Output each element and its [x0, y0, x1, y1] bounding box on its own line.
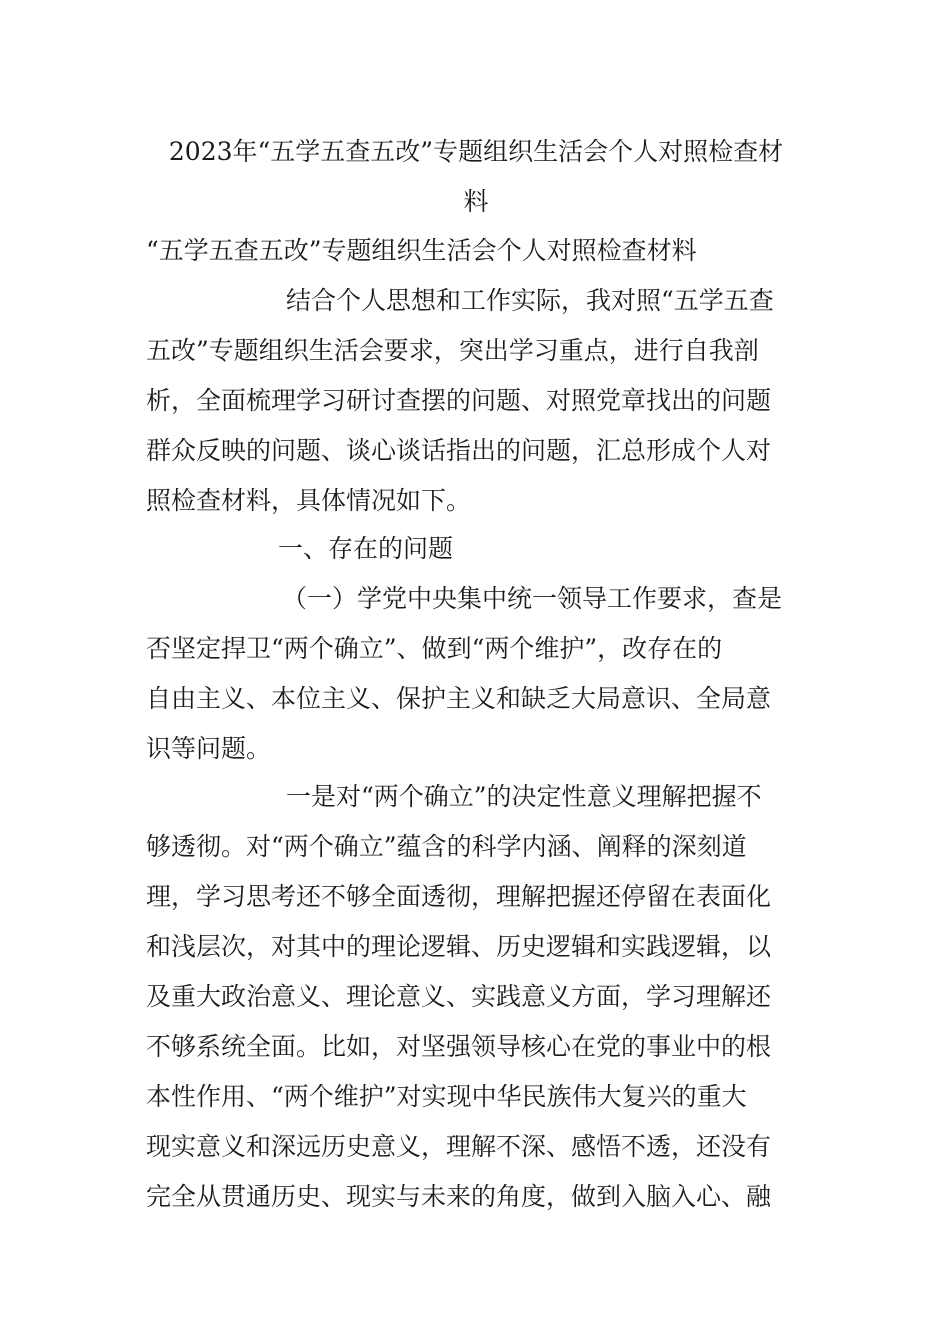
paragraph-line: （一）学党中央集中统一领导工作要求，查是 [282, 584, 783, 613]
paragraph-line: 识等问题。 [146, 734, 272, 763]
subtitle-line: “五学五查五改”专题组织生活会个人对照检查材料 [146, 236, 697, 265]
paragraph-line: 一是对“两个确立”的决定性意义理解把握不 [286, 782, 762, 811]
paragraph-subsection-1 [146, 574, 806, 774]
paragraph-line: 不够系统全面。比如，对坚强领导核心在党的事业中的根 [146, 1032, 772, 1061]
section-heading-problems [146, 524, 806, 574]
paragraph-line: 自由主义、本位主义、保护主义和缺乏大局意识、全局意 [146, 684, 772, 713]
paragraph-line: 理，学习思考还不够全面透彻，理解把握还停留在表面化 [146, 882, 772, 911]
section-heading-line: 一、存在的问题 [278, 534, 454, 563]
paragraph-line: 本性作用、“两个维护”对实现中华民族伟大复兴的重大 [146, 1082, 747, 1111]
paragraph-line: 够透彻。对“两个确立”蕴含的科学内涵、阐释的深刻道 [146, 832, 747, 861]
paragraph-line: 现实意义和深远历史意义，理解不深、感悟不透，还没有 [146, 1132, 772, 1161]
document-title [146, 127, 806, 227]
paragraph-line: 群众反映的问题、谈心谈话指出的问题，汇总形成个人对 [146, 436, 772, 465]
paragraph-line: 析，全面梳理学习研讨查摆的问题、对照党章找出的问题 [146, 386, 772, 415]
paragraph-line: 五改”专题组织生活会要求，突出学习重点，进行自我剖 [146, 336, 759, 365]
paragraph-line: 完全从贯通历史、现实与未来的角度，做到入脑入心、融 [146, 1182, 772, 1211]
document-subtitle [146, 226, 806, 276]
paragraph-line: 照检查材料，具体情况如下。 [146, 486, 472, 515]
paragraph-line: 和浅层次，对其中的理论逻辑、历史逻辑和实践逻辑，以 [146, 932, 772, 961]
paragraph-intro [146, 276, 806, 526]
title-line-1: 2023年“五学五查五改”专题组织生活会个人对照检查材 [168, 137, 784, 166]
title-line-2: 料 [463, 187, 489, 216]
paragraph-line: 及重大政治意义、理论意义、实践意义方面，学习理解还 [146, 982, 772, 1011]
paragraph-line: 结合个人思想和工作实际，我对照“五学五查 [286, 286, 774, 315]
paragraph-point-1 [146, 772, 806, 1222]
paragraph-line: 否坚定捍卫“两个确立”、做到“两个维护”，改存在的 [146, 634, 723, 663]
